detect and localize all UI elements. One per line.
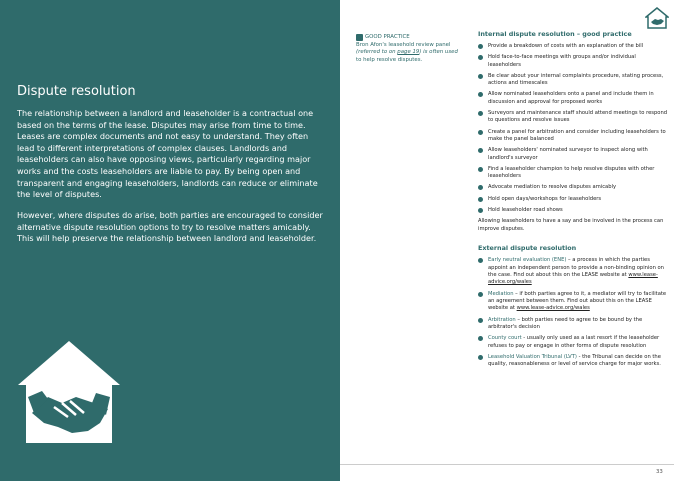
internal-heading: Internal dispute resolution – good practice <box>478 30 632 38</box>
page-link[interactable]: page 19 <box>397 49 420 56</box>
list-item: Mediation – if both parties agree to it, a mediator will try to facilitate an agreement between them. Find out about this on the LEASE website at www.lease-advice.org/wales <box>478 291 670 313</box>
list-item: Be clear about your internal complaints procedure, stating process, actions and timescales <box>478 73 670 88</box>
good-practice-label: GOOD PRACTICE <box>365 34 410 40</box>
page-number: 33 <box>656 469 663 475</box>
bullet-icon <box>478 292 483 297</box>
intro-paragraph: The relationship between a landlord and leaseholder is a contractual one based on the terms of the lease. Disputes may arise from time to time. Leases are complex documents and not easy to understand. They often lead to different interpretations of complex clauses. Landlords and leaseholders can also have opposing views, particularly regarding major works and the costs leaseholders are liable to pay. By being open and transparent and engaging leaseholders, landlords can reduce or eliminate the level of disputes. <box>17 108 318 200</box>
bullet-icon <box>478 92 483 97</box>
list-item: Leasehold Valuation Tribunal (LVT) - the Tribunal can decide on the quality, reasonableness or level of service charge for major works. <box>478 354 670 369</box>
second-paragraph: However, where disputes do arise, both parties are encouraged to consider alternative dispute resolution options to try to resolve matters amicably. This will help preserve the relationship between landlord and leaseholder. <box>17 210 323 244</box>
lease-link[interactable]: www.lease-advice.org/wales <box>488 271 658 286</box>
bullet-icon <box>478 167 483 172</box>
section-title: Dispute resolution <box>17 84 136 99</box>
external-heading: External dispute resolution <box>478 244 577 253</box>
good-practice-box <box>356 34 463 64</box>
list-item: Hold leaseholder road shows <box>478 207 670 214</box>
bullet-icon <box>478 111 483 116</box>
good-practice-line3: to help resolve disputes. <box>356 56 423 63</box>
list-item: Arbitration – both parties need to agree to be bound by the arbitrator's decision <box>478 317 670 332</box>
bullet-icon <box>478 55 483 60</box>
bullet-icon <box>478 355 483 360</box>
bullet-icon <box>478 74 483 79</box>
list-item: Advocate mediation to resolve disputes amicably <box>478 184 670 191</box>
bullet-icon <box>478 258 483 263</box>
list-item: Early neutral evaluation (ENE) – a process in which the parties appoint an independent person to provide a non-binding opinion on the case. Find out about this on the LEASE website at www.lease-advice.org/wales <box>478 257 670 287</box>
list-item: Allow nominated leaseholders onto a panel and include them in discussion and approval for proposed works <box>478 91 670 106</box>
list-item: Allow leaseholders' nominated surveyor to inspect along with landlord's surveyor <box>478 147 670 162</box>
list-item: Hold face-to-face meetings with groups and/or individual leaseholders <box>478 54 670 69</box>
internal-list <box>478 43 670 214</box>
bullet-icon <box>478 318 483 323</box>
good-practice-line1: Bron Afon's leasehold review panel <box>356 41 451 48</box>
bullet-icon <box>478 208 483 213</box>
bullet-icon <box>478 336 483 341</box>
main-column <box>478 30 670 372</box>
bullet-icon <box>478 185 483 190</box>
external-list <box>478 257 670 368</box>
house-handshake-icon <box>14 337 124 447</box>
internal-closing: Allowing leaseholders to have a say and be involved in the process can improve disputes. <box>478 218 664 232</box>
list-item: Surveyors and maintenance staff should attend meetings to respond to questions and resolve issues <box>478 110 670 125</box>
bullet-icon <box>478 148 483 153</box>
list-item: Hold open days/workshops for leaseholders <box>478 196 670 203</box>
right-panel <box>340 0 680 481</box>
bullet-icon <box>478 197 483 202</box>
footer-divider <box>340 464 674 465</box>
good-practice-line2: (referred to on page 19) is often used <box>356 49 458 56</box>
list-item: Find a leaseholder champion to help resolve disputes with other leaseholders <box>478 166 670 181</box>
lease-link[interactable]: www.lease-advice.org/wales <box>516 305 590 312</box>
list-item: County court - usually only used as a last resort if the leaseholder refuses to pay or engage in other forms of dispute resolution <box>478 335 670 350</box>
good-practice-icon <box>356 34 363 41</box>
list-item: Provide a breakdown of costs with an explanation of the bill <box>478 43 670 50</box>
bullet-icon <box>478 130 483 135</box>
bullet-icon <box>478 44 483 49</box>
list-item: Create a panel for arbitration and consider including leaseholders to make the panel balanced <box>478 129 670 144</box>
house-handshake-logo-icon <box>645 6 669 30</box>
